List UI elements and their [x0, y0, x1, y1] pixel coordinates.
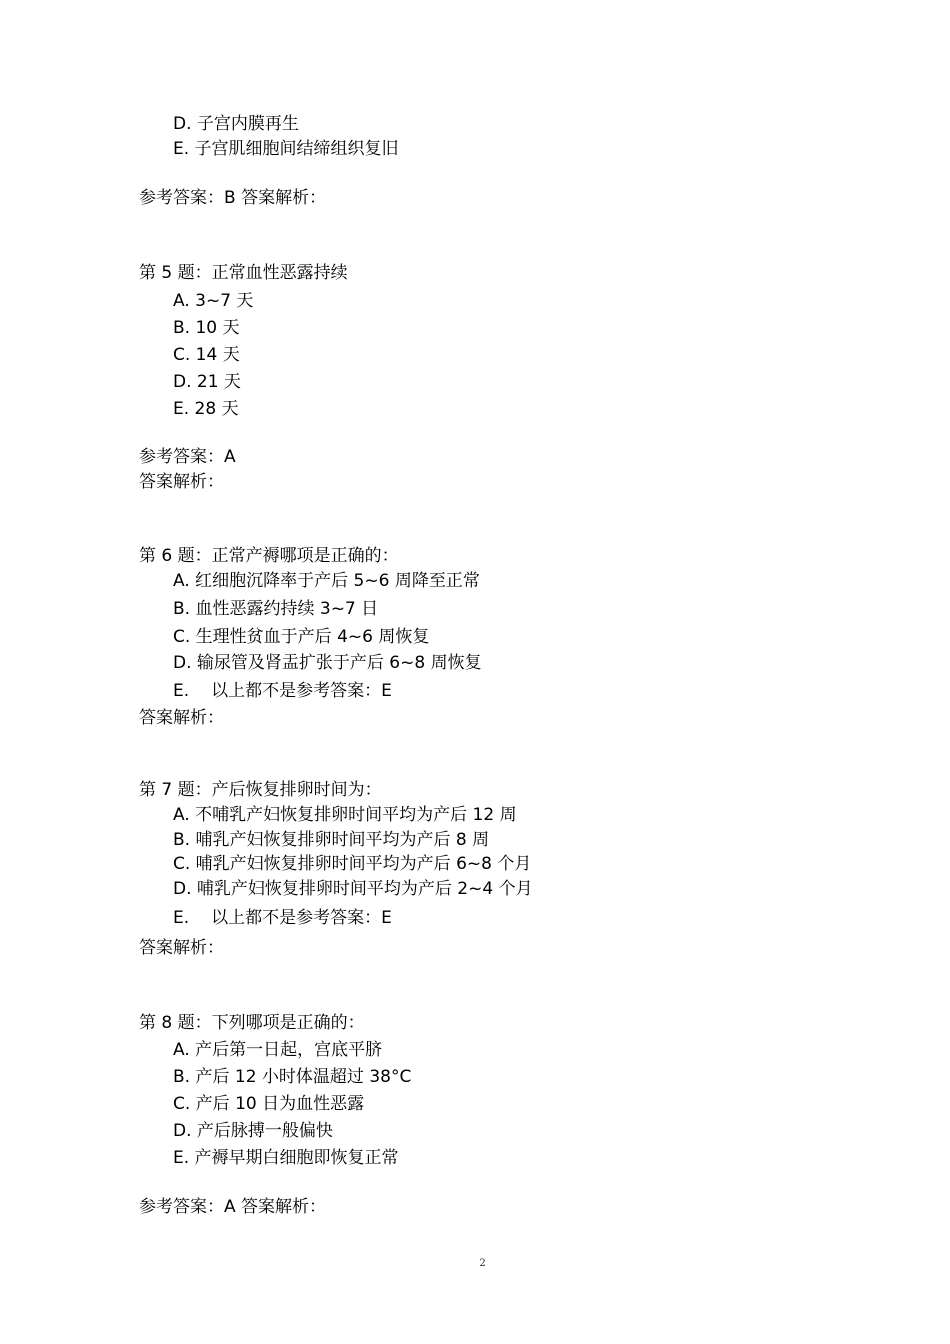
q7-option-e-letter: E.: [173, 908, 190, 928]
q8-answer: 参考答案：A 答案解析：: [139, 1197, 327, 1217]
q8-option-c: C. 产后 10 日为血性恶露: [173, 1094, 365, 1114]
q7-option-b: B. 哺乳产妇恢复排卵时间平均为产后 8 周: [173, 830, 490, 850]
q7-option-d: D. 哺乳产妇恢复排卵时间平均为产后 2~4 个月: [173, 879, 533, 899]
q7-option-c: C. 哺乳产妇恢复排卵时间平均为产后 6~8 个月: [173, 854, 532, 874]
answer-line: 参考答案：B 答案解析：: [139, 188, 327, 208]
q6-option-d: D. 输尿管及肾盂扩张于产后 6~8 周恢复: [173, 653, 482, 673]
q5-option-a: A. 3~7 天: [173, 291, 254, 311]
q7-analysis: 答案解析：: [139, 938, 224, 958]
q7-option-e: [173, 908, 392, 928]
q5-option-d: D. 21 天: [173, 372, 241, 392]
q5-option-e: E. 28 天: [173, 399, 239, 419]
q8-option-b: B. 产后 12 小时体温超过 38°C: [173, 1067, 412, 1087]
page-number: 2: [479, 1258, 486, 1269]
q8-option-d: D. 产后脉搏一般偏快: [173, 1121, 333, 1141]
question-6-stem: 第 6 题：正常产褥哪项是正确的：: [139, 546, 399, 566]
question-7-stem: 第 7 题：产后恢复排卵时间为：: [139, 780, 382, 800]
q6-option-c: C. 生理性贫血于产后 4~6 周恢复: [173, 627, 430, 647]
q6-option-e: [173, 681, 392, 701]
q5-option-c: C. 14 天: [173, 345, 240, 365]
q6-analysis: 答案解析：: [139, 708, 224, 728]
option-d: D. 子宫内膜再生: [173, 114, 299, 134]
question-8-stem: 第 8 题：下列哪项是正确的：: [139, 1013, 365, 1033]
q6-option-e-letter: E.: [173, 681, 190, 701]
q6-option-e-text: 以上都不是参考答案：E: [211, 681, 392, 701]
q8-option-e: E. 产褥早期白细胞即恢复正常: [173, 1148, 399, 1168]
q7-option-e-text: 以上都不是参考答案：E: [211, 908, 392, 928]
q5-answer: 参考答案：A: [139, 447, 236, 467]
option-e: E. 子宫肌细胞间结缔组织复旧: [173, 139, 399, 159]
q5-option-b: B. 10 天: [173, 318, 240, 338]
q8-option-a: A. 产后第一日起，宫底平脐: [173, 1040, 383, 1060]
q5-analysis: 答案解析：: [139, 472, 224, 492]
q6-option-b: B. 血性恶露约持续 3~7 日: [173, 599, 379, 619]
q6-option-a: A. 红细胞沉降率于产后 5~6 周降至正常: [173, 571, 480, 591]
q7-option-a: A. 不哺乳产妇恢复排卵时间平均为产后 12 周: [173, 805, 517, 825]
question-5-stem: 第 5 题：正常血性恶露持续: [139, 263, 348, 283]
